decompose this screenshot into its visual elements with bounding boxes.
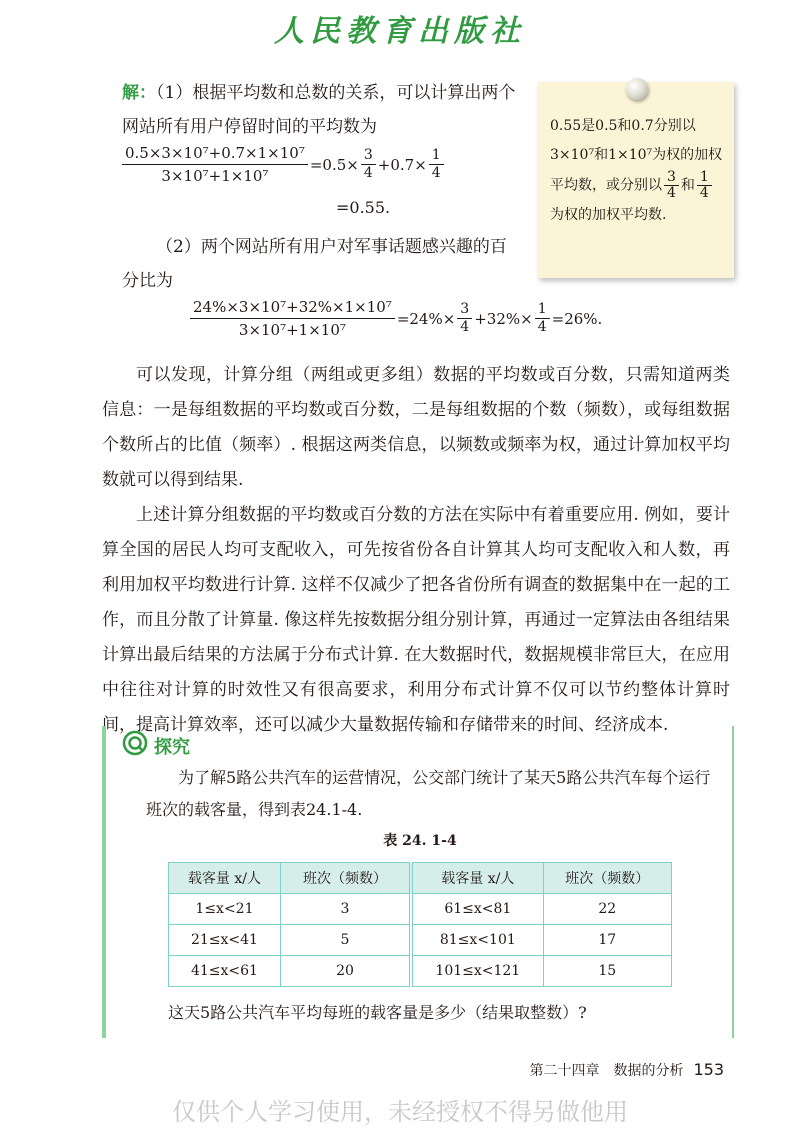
table-cell: 21≤x<41 <box>169 925 281 956</box>
eq1-fraction-b-num: 1 <box>429 147 444 165</box>
eq1-rhs-b: +0.7× <box>377 155 427 174</box>
eq1-numerator: 0.5×3×10⁷+0.7×1×10⁷ <box>122 142 308 165</box>
solution-part2 <box>122 230 522 298</box>
explore-title <box>122 730 190 761</box>
eq2-fraction-b <box>535 301 550 336</box>
explore-intro: 为了解5路公共汽车的运营情况，公交部门统计了某天5路公共汽车每个运行班次的载客量，得到表24.1-4. <box>146 768 711 819</box>
note-fraction-b-num: 1 <box>697 170 712 186</box>
eq1-fraction-a-den: 4 <box>363 165 373 181</box>
explore-box-right-border <box>732 726 734 1038</box>
equation-2 <box>188 296 602 341</box>
table-row <box>169 956 672 987</box>
table-cell: 22 <box>543 894 671 925</box>
eq2-fraction-a <box>457 301 472 336</box>
table-cell: 61≤x<81 <box>411 894 543 925</box>
eq1-fraction-a-num: 3 <box>361 147 376 165</box>
table-cell: 41≤x<61 <box>169 956 281 987</box>
eq1-rhs-a: =0.5× <box>309 155 359 174</box>
eq1-fraction-a <box>361 147 376 182</box>
table-cell: 3 <box>280 894 411 925</box>
eq2-denominator: 3×10⁷+1×10⁷ <box>238 321 346 339</box>
table-cell: 81≤x<101 <box>411 925 543 956</box>
note-line2-a: 分别以 <box>620 177 662 194</box>
equation-1 <box>120 142 446 187</box>
eq2-rhs-b: +32%× <box>474 309 533 328</box>
note-fraction-b-den: 4 <box>699 185 709 201</box>
eq2-fraction-a-den: 4 <box>460 319 470 335</box>
table-row <box>169 925 672 956</box>
explore-box <box>102 726 734 1038</box>
page-footer <box>529 1060 724 1080</box>
eq2-numerator: 24%×3×10⁷+32%×1×10⁷ <box>190 296 395 319</box>
solution-label: 解： <box>122 83 156 103</box>
eq2-rhs-a: =24%× <box>396 309 456 328</box>
table-cell: 1≤x<21 <box>169 894 281 925</box>
eq2-result: =26%. <box>551 309 603 328</box>
table-cell: 5 <box>280 925 411 956</box>
table-caption: 表 24. 1-4 <box>383 833 457 849</box>
pushpin-icon <box>626 78 648 100</box>
sticky-note-text <box>550 112 726 230</box>
solution-part1 <box>122 76 522 144</box>
table-header-row <box>169 863 672 894</box>
publisher-logo-text: 人民教育出版社 <box>274 14 526 49</box>
sticky-note <box>538 82 734 278</box>
note-line2-b: 和 <box>680 177 695 194</box>
page-number: 153 <box>693 1060 724 1079</box>
eq1-fraction-b <box>429 147 444 182</box>
eq2-fraction-a-num: 3 <box>457 301 472 319</box>
footer-section: 数据的分析 <box>613 1063 684 1079</box>
table-cell: 17 <box>543 925 671 956</box>
solution-block <box>122 76 522 144</box>
note-line2-c: 为权的加权平均数. <box>550 207 667 223</box>
passenger-table <box>168 862 672 987</box>
table-header-cell: 班次（频数） <box>543 863 671 894</box>
eq1-denominator: 3×10⁷+1×10⁷ <box>161 167 269 185</box>
eq2-fraction-b-num: 1 <box>535 301 550 319</box>
eq1-main-fraction <box>122 142 308 187</box>
eq2-main-fraction <box>190 296 395 341</box>
table-cell: 101≤x<121 <box>411 956 543 987</box>
footer-chapter: 第二十四章 <box>529 1063 600 1079</box>
watermark: 仅供个人学习使用，未经授权不得另做他用 <box>172 1098 628 1126</box>
table-row <box>169 894 672 925</box>
solution-part2-text: （2）两个网站所有用户对军事话题感兴趣的百分比为 <box>122 237 507 291</box>
paragraph-2: 上述计算分组数据的平均数或百分数的方法在实际中有着重要应用. 例如，要计算全国的居民人均可支配收入，可先按省份各自计算其人均可支配收入和人数，再利用加权平均数进行计算. 这样不仅减少了把各省份所有调查的数据集中在一起的工作，而且分散了计算量. 像这样先按数据分组分别计算，再通过一定算法由各组结果计算出最后结果的方法属于分布式计算. 在大数据时代，数据规模非常巨大，在应用中往往对计算的时效性又有很高要求，利用分布式计算不仅可以节约整体计算时间，提高计算效率，还可以减少大量数据传输和存储带来的时间、经济成本. <box>102 505 730 735</box>
eq1-fraction-b-den: 4 <box>431 165 441 181</box>
paragraph-1: 可以发现，计算分组（两组或更多组）数据的平均数或百分数，只需知道两类信息：一是每组数据的平均数或百分数，二是每组数据的个数（频数），或每组数据个数所占的比值（频率）. 根据这两类信息，以频数或频率为权，通过计算加权平均数就可以得到结果. <box>102 365 730 490</box>
explore-title-text: 探究 <box>154 736 190 758</box>
note-fraction-a-num: 3 <box>664 170 679 186</box>
explore-icon <box>122 730 148 761</box>
eq1-result: =0.55. <box>336 198 391 217</box>
table-header-cell: 载客量 x/人 <box>169 863 281 894</box>
table-cell: 20 <box>280 956 411 987</box>
table-header-cell: 载客量 x/人 <box>411 863 543 894</box>
note-fraction-b <box>697 170 712 201</box>
note-fraction-a <box>664 170 679 201</box>
eq2-fraction-b-den: 4 <box>537 319 547 335</box>
note-line1: 0.55是0.5和0.7分别以3×10⁷和1×10⁷为权的加权平均数，或 <box>550 118 723 194</box>
note-fraction-a-den: 4 <box>667 185 676 201</box>
solution-part1-text: （1）根据平均数和总数的关系，可以计算出两个网站所有用户停留时间的平均数为 <box>122 83 516 137</box>
explore-question: 这天5路公共汽车平均每班的载客量是多少（结果取整数）? <box>168 1003 587 1022</box>
table-header-cell: 班次（频数） <box>280 863 411 894</box>
table-cell: 15 <box>543 956 671 987</box>
